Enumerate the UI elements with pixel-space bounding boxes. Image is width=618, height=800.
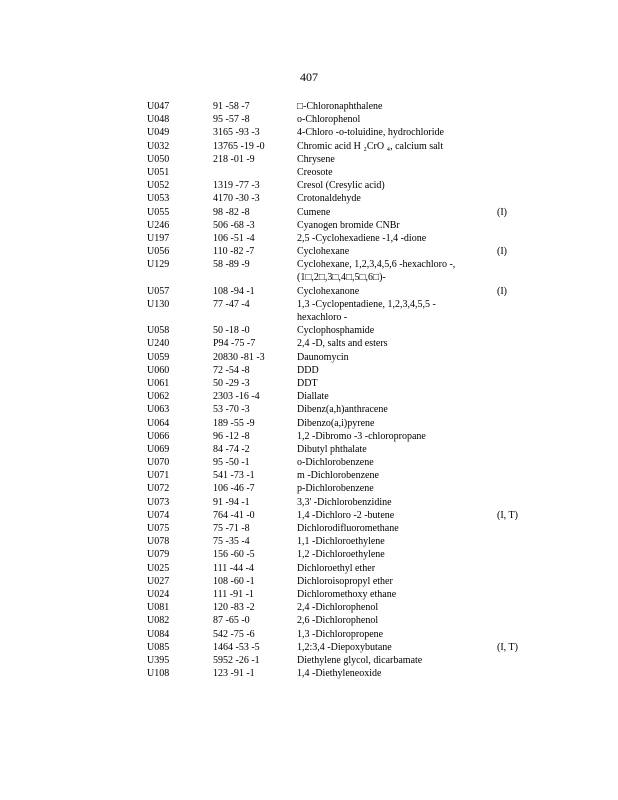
cas-number: 106 -46 -7 — [213, 483, 255, 495]
chemical-name: 1,2 -Dichloroethylene — [297, 549, 385, 561]
table-row — [147, 219, 527, 232]
chemical-name: Dibenzo(a,i)pyrene — [297, 417, 375, 429]
waste-code: U085 — [147, 641, 170, 653]
waste-code: U069 — [147, 443, 170, 455]
table-row — [147, 562, 527, 575]
waste-code: U082 — [147, 615, 170, 627]
waste-code: U055 — [147, 206, 170, 218]
chemical-name: Dichloromethoxy ethane — [297, 588, 397, 600]
waste-code: U061 — [147, 377, 170, 389]
table-row — [147, 509, 527, 522]
waste-code: U079 — [147, 549, 170, 561]
waste-code: U197 — [147, 232, 170, 244]
chemical-name: □-Chloronaphthalene — [297, 101, 383, 112]
cas-number: 108 -60 -1 — [213, 575, 255, 587]
cas-number: 111 -44 -4 — [213, 562, 254, 574]
table-row — [147, 271, 527, 284]
waste-code: U395 — [147, 654, 170, 666]
cas-number: 1319 -77 -3 — [213, 180, 260, 192]
table-row — [147, 258, 527, 271]
waste-code: U051 — [147, 166, 170, 178]
hazard-code: (I) — [497, 246, 507, 258]
cas-number: 3165 -93 -3 — [213, 127, 260, 139]
table-row — [147, 206, 527, 219]
table-row — [147, 443, 527, 456]
table-row — [147, 311, 527, 324]
cas-number: 50 -29 -3 — [213, 377, 250, 389]
waste-code: U064 — [147, 417, 170, 429]
chemical-name: (1□,2□,3□,4□,5□,6□)- — [297, 272, 386, 284]
cas-number: 95 -50 -1 — [213, 457, 250, 469]
cas-number: 542 -75 -6 — [213, 628, 255, 640]
cas-number: 123 -91 -1 — [213, 668, 255, 680]
waste-code: U048 — [147, 114, 170, 126]
waste-code: U063 — [147, 404, 170, 416]
cas-number: 58 -89 -9 — [213, 259, 250, 271]
chemical-name: hexachloro - — [297, 312, 348, 323]
chemical-name: Diethylene glycol, dicarbamate — [297, 654, 423, 666]
table-row — [147, 192, 527, 205]
chemical-name: 1,4 -Dichloro -2 -butene — [297, 509, 395, 521]
table-row — [147, 100, 527, 113]
chemical-name: Cyclohexane — [297, 246, 350, 258]
chemical-name: DDT — [297, 377, 318, 389]
cas-number: 98 -82 -8 — [213, 206, 250, 218]
chemical-name: o-Dichlorobenzene — [297, 457, 374, 469]
waste-code: U024 — [147, 588, 170, 600]
waste-code: U059 — [147, 351, 170, 363]
waste-code: U071 — [147, 470, 170, 482]
cas-number: 84 -74 -2 — [213, 443, 250, 455]
chemical-name: Diallate — [297, 391, 329, 403]
table-row — [147, 337, 527, 350]
chemical-name: Dibenz(a,h)anthracene — [297, 404, 388, 416]
chemical-name: 3,3' -Dichlorobenzidine — [297, 496, 392, 508]
table-row — [147, 232, 527, 245]
waste-code: U081 — [147, 602, 170, 614]
cas-number: 5952 -26 -1 — [213, 654, 260, 666]
cas-number: 72 -54 -8 — [213, 364, 250, 376]
table-row — [147, 430, 527, 443]
chemical-name: 1,2 -Dibromo -3 -chloropropane — [297, 430, 426, 442]
chemical-name: Dibutyl phthalate — [297, 443, 367, 455]
waste-code: U246 — [147, 219, 170, 231]
hazard-code: (I, T) — [497, 641, 518, 653]
chemical-name: 2,6 -Dichlorophenol — [297, 615, 379, 627]
cas-number: 218 -01 -9 — [213, 153, 255, 165]
chemical-name: 1,2:3,4 -Diepoxybutane — [297, 641, 392, 653]
waste-code: U053 — [147, 193, 170, 205]
chemical-name: 1,3 -Cyclopentadiene, 1,2,3,4,5,5 - — [297, 298, 436, 310]
table-row — [147, 628, 527, 641]
chemical-name: Dichloroisopropyl ether — [297, 575, 393, 587]
cas-number: 87 -65 -0 — [213, 615, 250, 627]
chemical-name: Dichloroethyl ether — [297, 562, 376, 574]
table-row — [147, 641, 527, 654]
chemical-name: Cyclohexane, 1,2,3,4,5,6 -hexachloro -, — [297, 259, 456, 271]
table-row — [147, 166, 527, 179]
waste-code: U062 — [147, 391, 170, 403]
table-row — [147, 403, 527, 416]
cas-number: 75 -71 -8 — [213, 523, 250, 534]
table-row — [147, 351, 527, 364]
waste-code: U066 — [147, 430, 170, 442]
cas-number: 189 -55 -9 — [213, 417, 255, 429]
chemical-name: o-Chlorophenol — [297, 114, 361, 126]
table-row — [147, 482, 527, 495]
table-row — [147, 298, 527, 311]
cas-number: 110 -82 -7 — [213, 246, 255, 258]
cas-number: 106 -51 -4 — [213, 232, 255, 244]
table-row — [147, 575, 527, 588]
table-row — [147, 140, 527, 153]
table-row — [147, 456, 527, 469]
chemical-name: m -Dichlorobenzene — [297, 470, 379, 482]
table-row — [147, 364, 527, 377]
waste-code: U129 — [147, 259, 170, 271]
waste-code: U050 — [147, 153, 170, 165]
table-row — [147, 126, 527, 139]
waste-code: U070 — [147, 457, 170, 469]
chemical-name: Crotonaldehyde — [297, 193, 361, 205]
table-row — [147, 535, 527, 548]
cas-number: 96 -12 -8 — [213, 430, 250, 442]
chemical-name: Chromic acid H ₂CrO ₄, calcium salt — [297, 140, 444, 152]
waste-code: U240 — [147, 338, 170, 350]
hazard-code: (I) — [497, 206, 507, 218]
cas-number: 50 -18 -0 — [213, 325, 250, 337]
waste-code: U084 — [147, 628, 170, 640]
chemical-name: Creosote — [297, 166, 333, 178]
table-row — [147, 417, 527, 430]
chemical-name: Chrysene — [297, 153, 335, 165]
cas-number: 75 -35 -4 — [213, 536, 250, 548]
chemical-name: DDD — [297, 364, 319, 376]
table-row — [147, 179, 527, 192]
waste-code: U056 — [147, 246, 170, 258]
chemical-name: 1,1 -Dichloroethylene — [297, 536, 385, 548]
waste-code: U073 — [147, 496, 170, 508]
chemical-name: 2,4 -Dichlorophenol — [297, 602, 379, 614]
chemical-name: Cresol (Cresylic acid) — [297, 180, 385, 192]
waste-code: U130 — [147, 298, 170, 310]
waste-code: U078 — [147, 536, 170, 548]
waste-code: U049 — [147, 127, 170, 139]
table-row — [147, 588, 527, 601]
cas-number: 506 -68 -3 — [213, 219, 255, 231]
table-row — [147, 654, 527, 667]
cas-number: 20830 -81 -3 — [213, 351, 265, 363]
chemical-name: Cyclophosphamide — [297, 325, 375, 337]
cas-number: 541 -73 -1 — [213, 470, 255, 482]
cas-number: 120 -83 -2 — [213, 602, 255, 614]
waste-code: U027 — [147, 575, 170, 587]
table-row — [147, 469, 527, 482]
cas-number: 13765 -19 -0 — [213, 140, 265, 152]
cas-number: 4170 -30 -3 — [213, 193, 260, 205]
table-row — [147, 285, 527, 298]
chemical-name: Daunomycin — [297, 351, 349, 363]
cas-number: 1464 -53 -5 — [213, 641, 260, 653]
waste-code: U025 — [147, 562, 170, 574]
cas-number: P94 -75 -7 — [213, 338, 256, 350]
table-row — [147, 153, 527, 166]
waste-code: U058 — [147, 325, 170, 337]
table-row — [147, 601, 527, 614]
chemical-name: 4-Chloro -o-toluidine, hydrochloride — [297, 127, 444, 139]
hazard-code: (I) — [497, 285, 507, 297]
chemical-name: Cyanogen bromide CNBr — [297, 219, 400, 231]
chemical-name: 2,5 -Cyclohexadiene -1,4 -dione — [297, 232, 427, 244]
hazard-code: (I, T) — [497, 509, 518, 521]
chemical-name: p-Dichlorobenzene — [297, 483, 374, 495]
table-row — [147, 390, 527, 403]
waste-code: U072 — [147, 483, 170, 495]
waste-code: U052 — [147, 180, 170, 192]
table-row — [147, 245, 527, 258]
waste-code: U060 — [147, 364, 170, 376]
chemical-name: Cumene — [297, 206, 331, 218]
waste-code-table — [147, 100, 527, 680]
waste-code: U047 — [147, 101, 170, 112]
table-row — [147, 496, 527, 509]
cas-number: 95 -57 -8 — [213, 114, 250, 126]
waste-code: U057 — [147, 285, 170, 297]
cas-number: 764 -41 -0 — [213, 509, 255, 521]
table-row — [147, 614, 527, 627]
chemical-name: Dichlorodifluoromethane — [297, 523, 399, 534]
cas-number: 77 -47 -4 — [213, 298, 250, 310]
chemical-name: Cyclohexanone — [297, 285, 360, 297]
cas-number: 108 -94 -1 — [213, 285, 255, 297]
table-row — [147, 667, 527, 680]
table-row — [147, 324, 527, 337]
chemical-name: 2,4 -D, salts and esters — [297, 338, 388, 350]
chemical-name: 1,3 -Dichloropropene — [297, 628, 384, 640]
cas-number: 2303 -16 -4 — [213, 391, 260, 403]
cas-number: 91 -58 -7 — [213, 101, 250, 112]
chemical-name: 1,4 -Diethyleneoxide — [297, 668, 382, 680]
page-number: 407 — [300, 70, 318, 84]
waste-code: U032 — [147, 140, 170, 152]
waste-code: U074 — [147, 509, 170, 521]
table-row — [147, 113, 527, 126]
table-row — [147, 377, 527, 390]
table-row — [147, 548, 527, 561]
waste-code: U075 — [147, 523, 170, 534]
cas-number: 91 -94 -1 — [213, 496, 250, 508]
waste-code: U108 — [147, 668, 170, 680]
table-row — [147, 522, 527, 535]
cas-number: 111 -91 -1 — [213, 588, 254, 600]
cas-number: 156 -60 -5 — [213, 549, 255, 561]
cas-number: 53 -70 -3 — [213, 404, 250, 416]
